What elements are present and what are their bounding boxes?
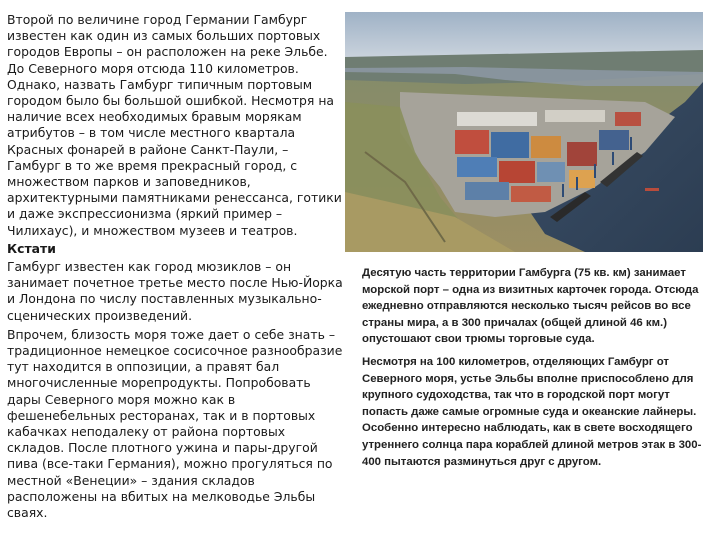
right-text-column — [362, 265, 712, 476]
section-heading: Кстати — [7, 240, 56, 256]
hamburg-port-photo — [345, 12, 703, 252]
musicals-paragraph: Гамбург известен как город мюзиклов – он занимает почетное третье место после Нью-Йорка и Лондона по числу поставленных музыкально-сценических произведений. — [7, 259, 343, 323]
ships-paragraph: Несмотря на 100 километров, отделяющих Гамбург от Северного моря, устье Эльбы вполне приспособлено для крупного судоходства, так что в городской порт могут попасть даже самые огромные суда и океанские лайнеры. Особенно интересно наблюдать, как в свете восходящего утреннего солнца пара кораблей длиной метров этак в 300-400 пытаются разминуться друг с другом. — [362, 355, 702, 468]
intro-paragraph: Второй по величине город Германии Гамбург известен как один из самых больших портовых городов Европы – он расположен на реке Эльбе. До Северного моря отсюда 110 километров. Однако, назвать Гамбург типичным портовым городом было бы большой ошибкой. Несмотря на наличие всех необходимых бравым морякам атрибутов – в том числе местного квартала Красных фонарей в районе Санкт-Паули, – Гамбург в то же время прекрасный город, с множеством парков и заповедников, архитектурными памятниками ренессанса, готики и даже экспрессионизма (яркий пример – Чилихаус), и множеством музеев и театров. — [7, 12, 342, 238]
left-text-column — [7, 12, 345, 521]
port-paragraph: Десятую часть территории Гамбурга (75 кв. км) занимает морской порт – одна из визитных карточек города. Отсюда ежедневно отправляются несколько тысяч рейсов во все страны мира, а в 300 причалах (общей длиной 46 км.) опустошают свои трюмы торговые суда. — [362, 267, 699, 346]
food-paragraph: Впрочем, близость моря тоже дает о себе знать – традиционное немецкое сосисочное разнообразие тут находится в оппозиции, а правят бал многочисленные морепродукты. Попробовать дары Северного моря можно как в фешенебельных ресторанах, так и в портовых кабачках неподалеку от района портовых складов. После плотного ужина и пары-другой пива (все-таки Германия), можно прогуляться по местной «Венеции» – здания складов расположены на вбитых на мелководье Эльбы сваях. — [7, 326, 343, 521]
